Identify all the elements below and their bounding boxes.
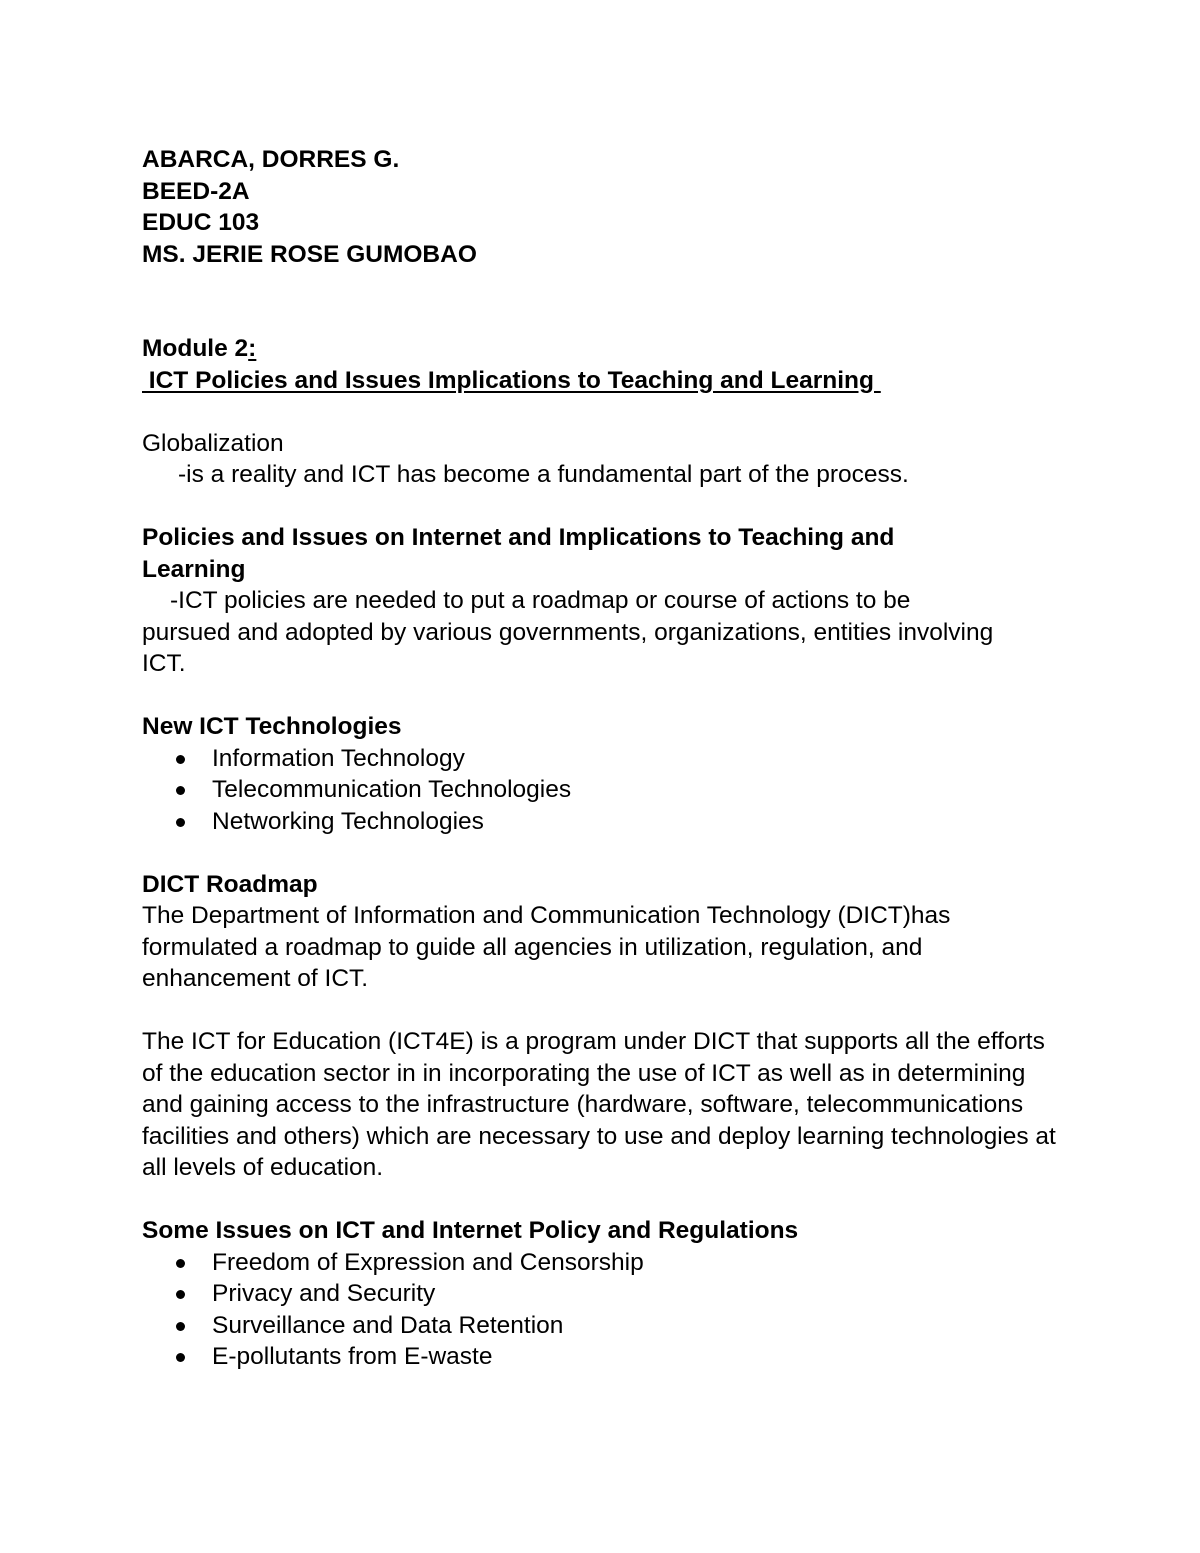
list-item [142, 1310, 1062, 1342]
course-code: EDUC 103 [142, 209, 260, 236]
bullet-icon [176, 786, 185, 795]
issues-heading: Some Issues on ICT and Internet Policy and Regulations [142, 1217, 799, 1244]
list-item-label: Telecommunication Technologies [212, 776, 572, 803]
list-item [142, 743, 1062, 775]
list-item-label: Freedom of Expression and Censorship [212, 1248, 644, 1276]
policies-body-text: -ICT policies are needed to put a roadmap or course of actions to be pursued and adopted by various governments, organizations, entities involving ICT. [142, 587, 994, 677]
list-item-label: Surveillance and Data Retention [212, 1311, 564, 1339]
globalization-definition: -is a reality and ICT has become a fundamental part of the process. [178, 461, 909, 488]
list-item-label: Privacy and Security [212, 1280, 436, 1307]
instructor-name: MS. JERIE ROSE GUMOBAO [142, 240, 477, 268]
new-tech-list [142, 743, 1062, 838]
module-colon: : [248, 335, 257, 362]
list-item-label: Information Technology [212, 744, 465, 772]
module-label: Module 2 [142, 335, 249, 362]
list-item [142, 1278, 1062, 1310]
list-item-label: Networking Technologies [212, 807, 484, 835]
dict-paragraph-2: The ICT for Education (ICT4E) is a program under DICT that supports all the efforts of the education sector in in incorporating the use of ICT as well as in determining and gaining access to the infrastructure (hardware, software, telecommunications facilities and others) which are necessary to use and deploy learning technologies at all levels of education. [142, 1028, 1056, 1181]
bullet-icon [176, 755, 185, 764]
list-item [142, 774, 1062, 806]
bullet-icon [176, 1322, 185, 1331]
issues-list [142, 1247, 1062, 1373]
policies-body [142, 585, 1002, 680]
list-item-label: E-pollutants from E-waste [212, 1343, 493, 1370]
list-item [142, 1341, 1062, 1373]
list-item [142, 806, 1062, 838]
student-header [142, 144, 1062, 270]
bullet-icon [176, 1290, 185, 1299]
bullet-icon [176, 1259, 185, 1268]
student-name: ABARCA, DORRES G. [142, 146, 400, 173]
bullet-icon [176, 1353, 185, 1362]
document-page [142, 144, 1062, 1373]
dict-paragraph-1: The Department of Information and Communication Technology (DICT)has formulated a roadmap to guide all agencies in utilization, regulation, and enhancement of ICT. [142, 902, 951, 992]
new-tech-heading: New ICT Technologies [142, 713, 402, 740]
bullet-icon [176, 818, 185, 827]
module-label-line [142, 333, 1062, 365]
student-section: BEED-2A [142, 177, 250, 205]
list-item [142, 1247, 1062, 1279]
globalization-term: Globalization [142, 429, 284, 457]
dict-heading: DICT Roadmap [142, 870, 318, 898]
module-title: ICT Policies and Issues Implications to Teaching and Learning [142, 366, 881, 394]
policies-heading: Policies and Issues on Internet and Implications to Teaching and Learning [142, 524, 895, 583]
